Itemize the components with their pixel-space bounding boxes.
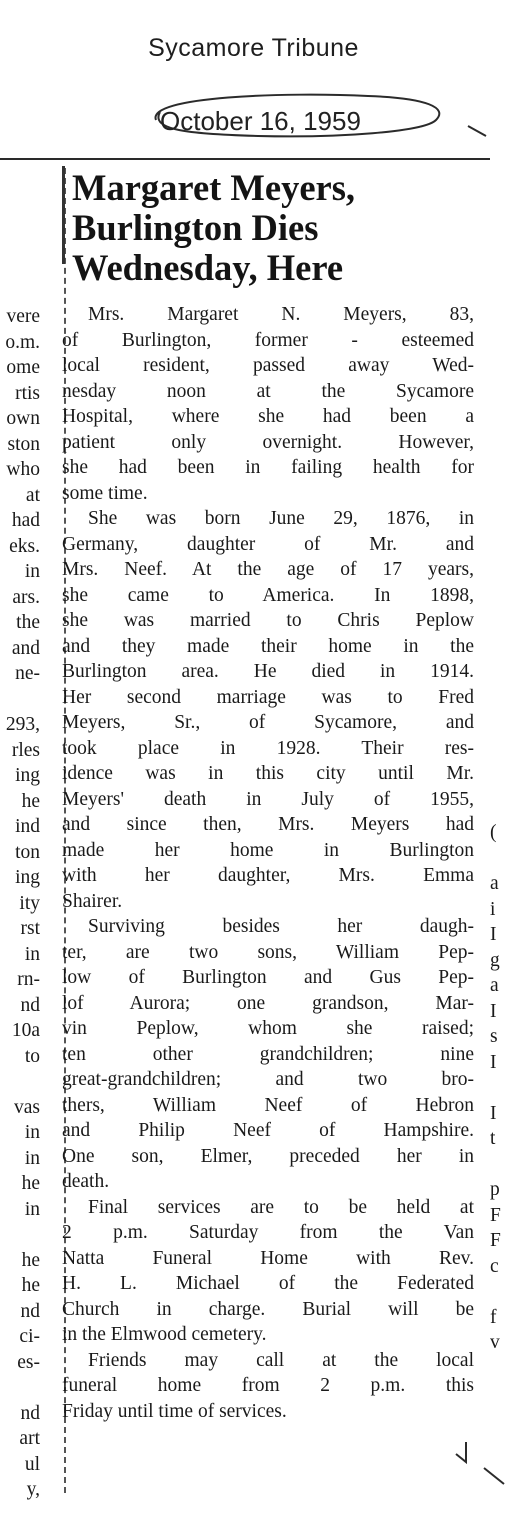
left-fragment: ars. xyxy=(12,586,40,608)
article-line: some time. xyxy=(62,482,148,504)
left-fragment: to xyxy=(24,1045,40,1067)
article-line: and they made their home in the xyxy=(62,635,474,657)
right-fragment: f xyxy=(490,1306,497,1328)
left-fragment: ity xyxy=(19,892,40,914)
article-line: thers, William Neef of Hebron xyxy=(62,1094,474,1116)
pen-corner-mark xyxy=(452,1440,507,1530)
article-line: and Philip Neef of Hampshire. xyxy=(62,1120,474,1141)
article-line: Friday until time of services. xyxy=(62,1400,287,1422)
right-fragment: v xyxy=(490,1332,500,1353)
article-line: with her daughter, Mrs. Emma xyxy=(62,865,474,886)
left-fragment: rn- xyxy=(17,969,40,990)
right-fragment: F xyxy=(490,1230,501,1251)
left-fragment: he xyxy=(21,1249,40,1271)
article-line: Shairer. xyxy=(62,890,123,912)
article-line: Natta Funeral Home with Rev. xyxy=(62,1247,474,1269)
article-line: Friends may call at the local xyxy=(88,1349,474,1371)
right-fragment: I xyxy=(490,1000,497,1022)
left-fragment: ton xyxy=(15,841,40,863)
article-line: and since then, Mrs. Meyers had xyxy=(62,814,474,835)
article-line: local resident, passed away Wed- xyxy=(62,355,474,376)
right-fragment xyxy=(490,1152,507,1178)
left-fragment: 10a xyxy=(11,1020,40,1041)
left-fragment: rst xyxy=(20,918,40,939)
article-line: great-grandchildren; and two bro- xyxy=(62,1069,474,1090)
right-fragment: ( xyxy=(490,822,497,843)
article-line: ten other grandchildren; nine xyxy=(62,1043,474,1065)
right-fragment: I xyxy=(490,1051,497,1073)
article-line: vin Peplow, whom she raised; xyxy=(62,1018,474,1039)
article-line: took place in 1928. Their res- xyxy=(62,737,474,759)
left-fragment: nd xyxy=(20,994,40,1016)
right-fragment: p xyxy=(490,1179,500,1200)
left-fragment: y, xyxy=(26,1479,40,1500)
left-fragment: in xyxy=(24,943,40,965)
article-line: she had been in failing health for xyxy=(62,457,474,478)
left-fragment xyxy=(0,687,40,713)
article-line: Burlington area. He died in 1914. xyxy=(62,661,474,682)
article-line: ter, are two sons, William Pep- xyxy=(62,941,474,963)
left-fragment: at xyxy=(25,484,40,506)
article-line: patient only overnight. However, xyxy=(62,431,474,453)
left-fragment: vere xyxy=(6,306,40,327)
article-line: Mrs. Neef. At the age of 17 years, xyxy=(62,559,474,580)
right-fragment: a xyxy=(490,975,499,996)
left-fragment: nd xyxy=(20,1402,40,1424)
masthead: Sycamore Tribune xyxy=(148,34,359,62)
article-line: Meyers' death in July of 1955, xyxy=(62,788,474,810)
left-fragment: rles xyxy=(11,739,40,761)
left-fragment: ind xyxy=(15,816,40,837)
article-line: 2 p.m. Saturday from the Van xyxy=(62,1222,474,1243)
left-fragment: nd xyxy=(20,1300,40,1322)
headline-line-2: Burlington Dies xyxy=(72,207,319,248)
right-fragment: a xyxy=(490,873,499,894)
article-line: One son, Elmer, preceded her in xyxy=(62,1145,474,1167)
left-column-fragments xyxy=(0,304,40,1503)
right-fragment xyxy=(490,1279,507,1305)
article-line: funeral home from 2 p.m. this xyxy=(62,1375,474,1396)
article-line: She was born June 29, 1876, in xyxy=(88,508,474,529)
left-fragment: art xyxy=(19,1428,40,1449)
right-fragment: F xyxy=(490,1204,501,1226)
article-line: Hospital, where she had been a xyxy=(62,406,474,427)
right-fragment: i xyxy=(490,898,496,920)
left-fragment: ston xyxy=(7,433,40,455)
right-fragment: t xyxy=(490,1128,496,1149)
left-fragment: ome xyxy=(6,357,40,378)
article-line: Germany, daughter of Mr. and xyxy=(62,533,474,555)
article-line: she came to America. In 1898, xyxy=(62,584,474,606)
left-fragment: in xyxy=(24,561,40,582)
right-fragment: I xyxy=(490,924,497,945)
article-line: low of Burlington and Gus Pep- xyxy=(62,967,474,988)
left-fragment: ne- xyxy=(15,663,40,684)
article-line: of Burlington, former - esteemed xyxy=(62,329,474,351)
article-line: Mrs. Margaret N. Meyers, 83, xyxy=(88,304,474,325)
article-line: nesday noon at the Sycamore xyxy=(62,380,474,402)
publication-date: October 16, 1959 xyxy=(160,106,361,136)
left-fragment: eks. xyxy=(9,535,40,557)
left-fragment: own xyxy=(6,408,40,429)
headline-line-3: Wednesday, Here xyxy=(72,247,344,288)
left-fragment: he xyxy=(21,1275,40,1296)
right-column-fragments xyxy=(490,820,507,1356)
right-fragment: I xyxy=(490,1102,497,1124)
left-fragment: vas xyxy=(14,1096,40,1118)
left-fragment: and xyxy=(11,637,40,659)
left-fragment: he xyxy=(21,1173,40,1194)
left-fragment: the xyxy=(16,612,40,633)
article-body xyxy=(62,302,474,1424)
article-line: lof Aurora; one grandson, Mar- xyxy=(62,992,474,1014)
left-fragment: in xyxy=(24,1147,40,1169)
headline-bar-mark xyxy=(62,166,65,264)
left-fragment xyxy=(0,1069,40,1095)
pen-tick-mark xyxy=(466,122,490,140)
right-fragment xyxy=(490,1075,507,1101)
article-line: Church in charge. Burial will be xyxy=(62,1298,474,1320)
article-line: Meyers, Sr., of Sycamore, and xyxy=(62,712,474,733)
article-line: she was married to Chris Peplow xyxy=(62,610,474,631)
left-fragment: es- xyxy=(17,1351,40,1373)
left-fragment xyxy=(0,1222,40,1248)
article-line: Her second marriage was to Fred xyxy=(62,686,474,708)
left-fragment: who xyxy=(6,459,40,480)
article-line: death. xyxy=(62,1171,110,1192)
left-fragment xyxy=(0,1375,40,1401)
article-line: H. L. Michael of the Federated xyxy=(62,1273,474,1294)
left-fragment: ing xyxy=(15,867,40,888)
article-line: Surviving besides her daugh- xyxy=(88,916,474,937)
left-fragment: ci- xyxy=(19,1326,40,1347)
right-fragment: g xyxy=(490,949,500,971)
left-fragment: in xyxy=(24,1198,40,1220)
left-fragment: in xyxy=(24,1122,40,1143)
article-line: in the Elmwood cemetery. xyxy=(62,1324,267,1345)
right-fragment xyxy=(490,846,507,872)
right-fragment: s xyxy=(490,1026,498,1047)
left-fragment: ing xyxy=(15,765,40,786)
article-line: idence was in this city until Mr. xyxy=(62,763,474,784)
left-fragment: he xyxy=(21,790,40,812)
left-fragment: 293, xyxy=(5,714,40,735)
article-line: made her home in Burlington xyxy=(62,839,474,861)
headline xyxy=(72,168,355,288)
left-fragment: ul xyxy=(24,1453,40,1475)
article-line: Final services are to be held at xyxy=(88,1196,474,1218)
header-rule xyxy=(0,158,490,160)
left-fragment: o.m. xyxy=(5,331,40,353)
left-fragment: rtis xyxy=(15,382,40,404)
right-fragment: c xyxy=(490,1255,499,1277)
left-fragment: had xyxy=(11,510,40,531)
headline-line-1: Margaret Meyers, xyxy=(72,167,356,208)
